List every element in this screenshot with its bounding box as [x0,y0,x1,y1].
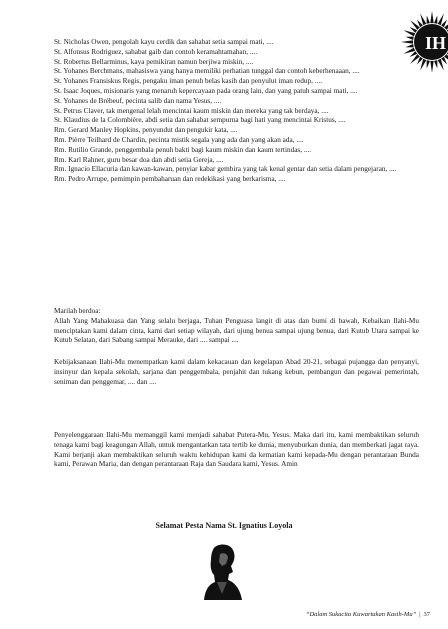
prayer-intro: Marilah berdoa: [54,307,101,315]
prayer-paragraph-3-text: Penyelenggaraan Ilahi-Mu memanggil kami menjadi sahabat Putera-Mu, Yesus. Maka dari itu, kami membaktikan seluruh tenaga kami bagi keagungan Allah, untuk mengantarkan tata tertib ke dunia, menyuburkan dunia, dan memberkati jagat raya. Kami berjanji akan membaktikan seluruh waktu kehidupan kami da kematian kami kepada-Mu dengan perantaraan Bunda kami, Perawan Maria, dan dengan perantaraan Raja dan Saudara kami, Yesus. Amin [54,431,419,469]
saint-list-item: Rm. Pedro Arrupe, pemimpin pembaharuan dan redekikasi yang berkarisma, .... [54,175,286,184]
saint-list-item: St. Yohanes Fransiskus Regis, pengaku iman penuh belas kasih dan penyulut iman redup, .... [54,77,323,86]
page-footer [306,611,430,618]
footer-separator: | [419,611,421,618]
closing-title: Selamat Pesta Nama St. Ignatius Loyola [155,521,293,530]
page-number: 37 [423,611,430,618]
footer-motto: “Dalam Sukacita Kuwartakan Kasih-Mu” [305,611,417,618]
saint-list-item: Rm. Gerard Manley Hopkins, penyundut dan pengukir kata, .... [54,126,238,135]
saint-list-item: St. Petrus Claver, tak mengenal lelah mencintai kaum miskin dan mereka yang tak berdaya, .... [54,106,329,115]
saint-list-item: Rm. Pièrre Teilhard de Chardin, pecinta mistik segala yang ada dan yang akan ada, .... [54,135,304,144]
prayer-paragraph-3 [54,431,419,470]
saint-list-item: St. Yohanes de Brébeuf, pecinta salib dan nama Yesus, .... [54,96,222,105]
prayer-paragraph-2 [54,358,419,387]
saint-list-item: St. Robertus Bellarminus, kaya pemikiran namun berjiwa miskin, .... [54,57,254,66]
saint-list-item: Rm. Ignacio Ellacuria dan kawan-kawan, penyiar kabar gembira yang tak kenal gentar dan setia dalam pengejaran, .... [54,165,397,174]
saint-list-item: St. Isaac Joques, misionaris yang menaruh kepercayaan pada orang lain, dan yang patuh sampai mati, .... [54,86,358,95]
prayer-paragraph-2-text: Kebijaksanaan Ilahi-Mu menempatkan kami dalam kekacauan dan kegelapan Abad 20-21, sebagai pujangga dan penyanyi, insinyur dan kepala sekolah, sarjana dan penggembala, penjahit dan tukang kebun, pembangun dan pegawai pemerintah, seniman dan penggemar, .... dan .... [54,358,419,386]
saint-list-item: Rm. Rutilio Grande, penggembala penuh bakti bagi kaum miskin dan kaum tertindas, .... [54,145,312,154]
saints-litany-list [54,38,419,185]
prayer-paragraph-1: Allah Yang Mahakuasa dan Yang selalu berjaga, Tuhan Penguasa langit di atas dan bumi di bawah, Kebaikan Ilahi-Mu menciptakan kami dalam cinta, kami dari setiap wilayah, dari ujung benua sampai ujung benua, dari Kutub Utara sampai ke Kutub Selatan, dari Sabang sampai Merauke, dari .... sampai .... [54,316,419,345]
saint-list-item: Rm. Karl Rahner, guru besar doa dan abdi setia Gereja, .... [54,155,224,164]
saint-list-item: St. Klaudius de la Colombière, abdi setia dan sahabat sempurna bagi hati yang mencintai Kristus, .... [54,116,346,125]
emblem-monogram: IH [425,33,447,53]
saint-list-item: St. Yohanes Berchmans, mahasiswa yang hanya memiliki perhatian tunggal dan contoh keberhenaaan, .... [54,67,360,76]
prayer-section [54,307,419,346]
saint-list-item: St. Alfonsus Rodriguez, sahabat gaib dan contoh keramahtamahan, .... [54,47,258,56]
ignatius-portrait-icon [200,542,244,600]
saint-list-item: St. Nicholas Owen, pengolah kayu cerdik dan sahabat setia sampai mati, .... [54,38,274,46]
